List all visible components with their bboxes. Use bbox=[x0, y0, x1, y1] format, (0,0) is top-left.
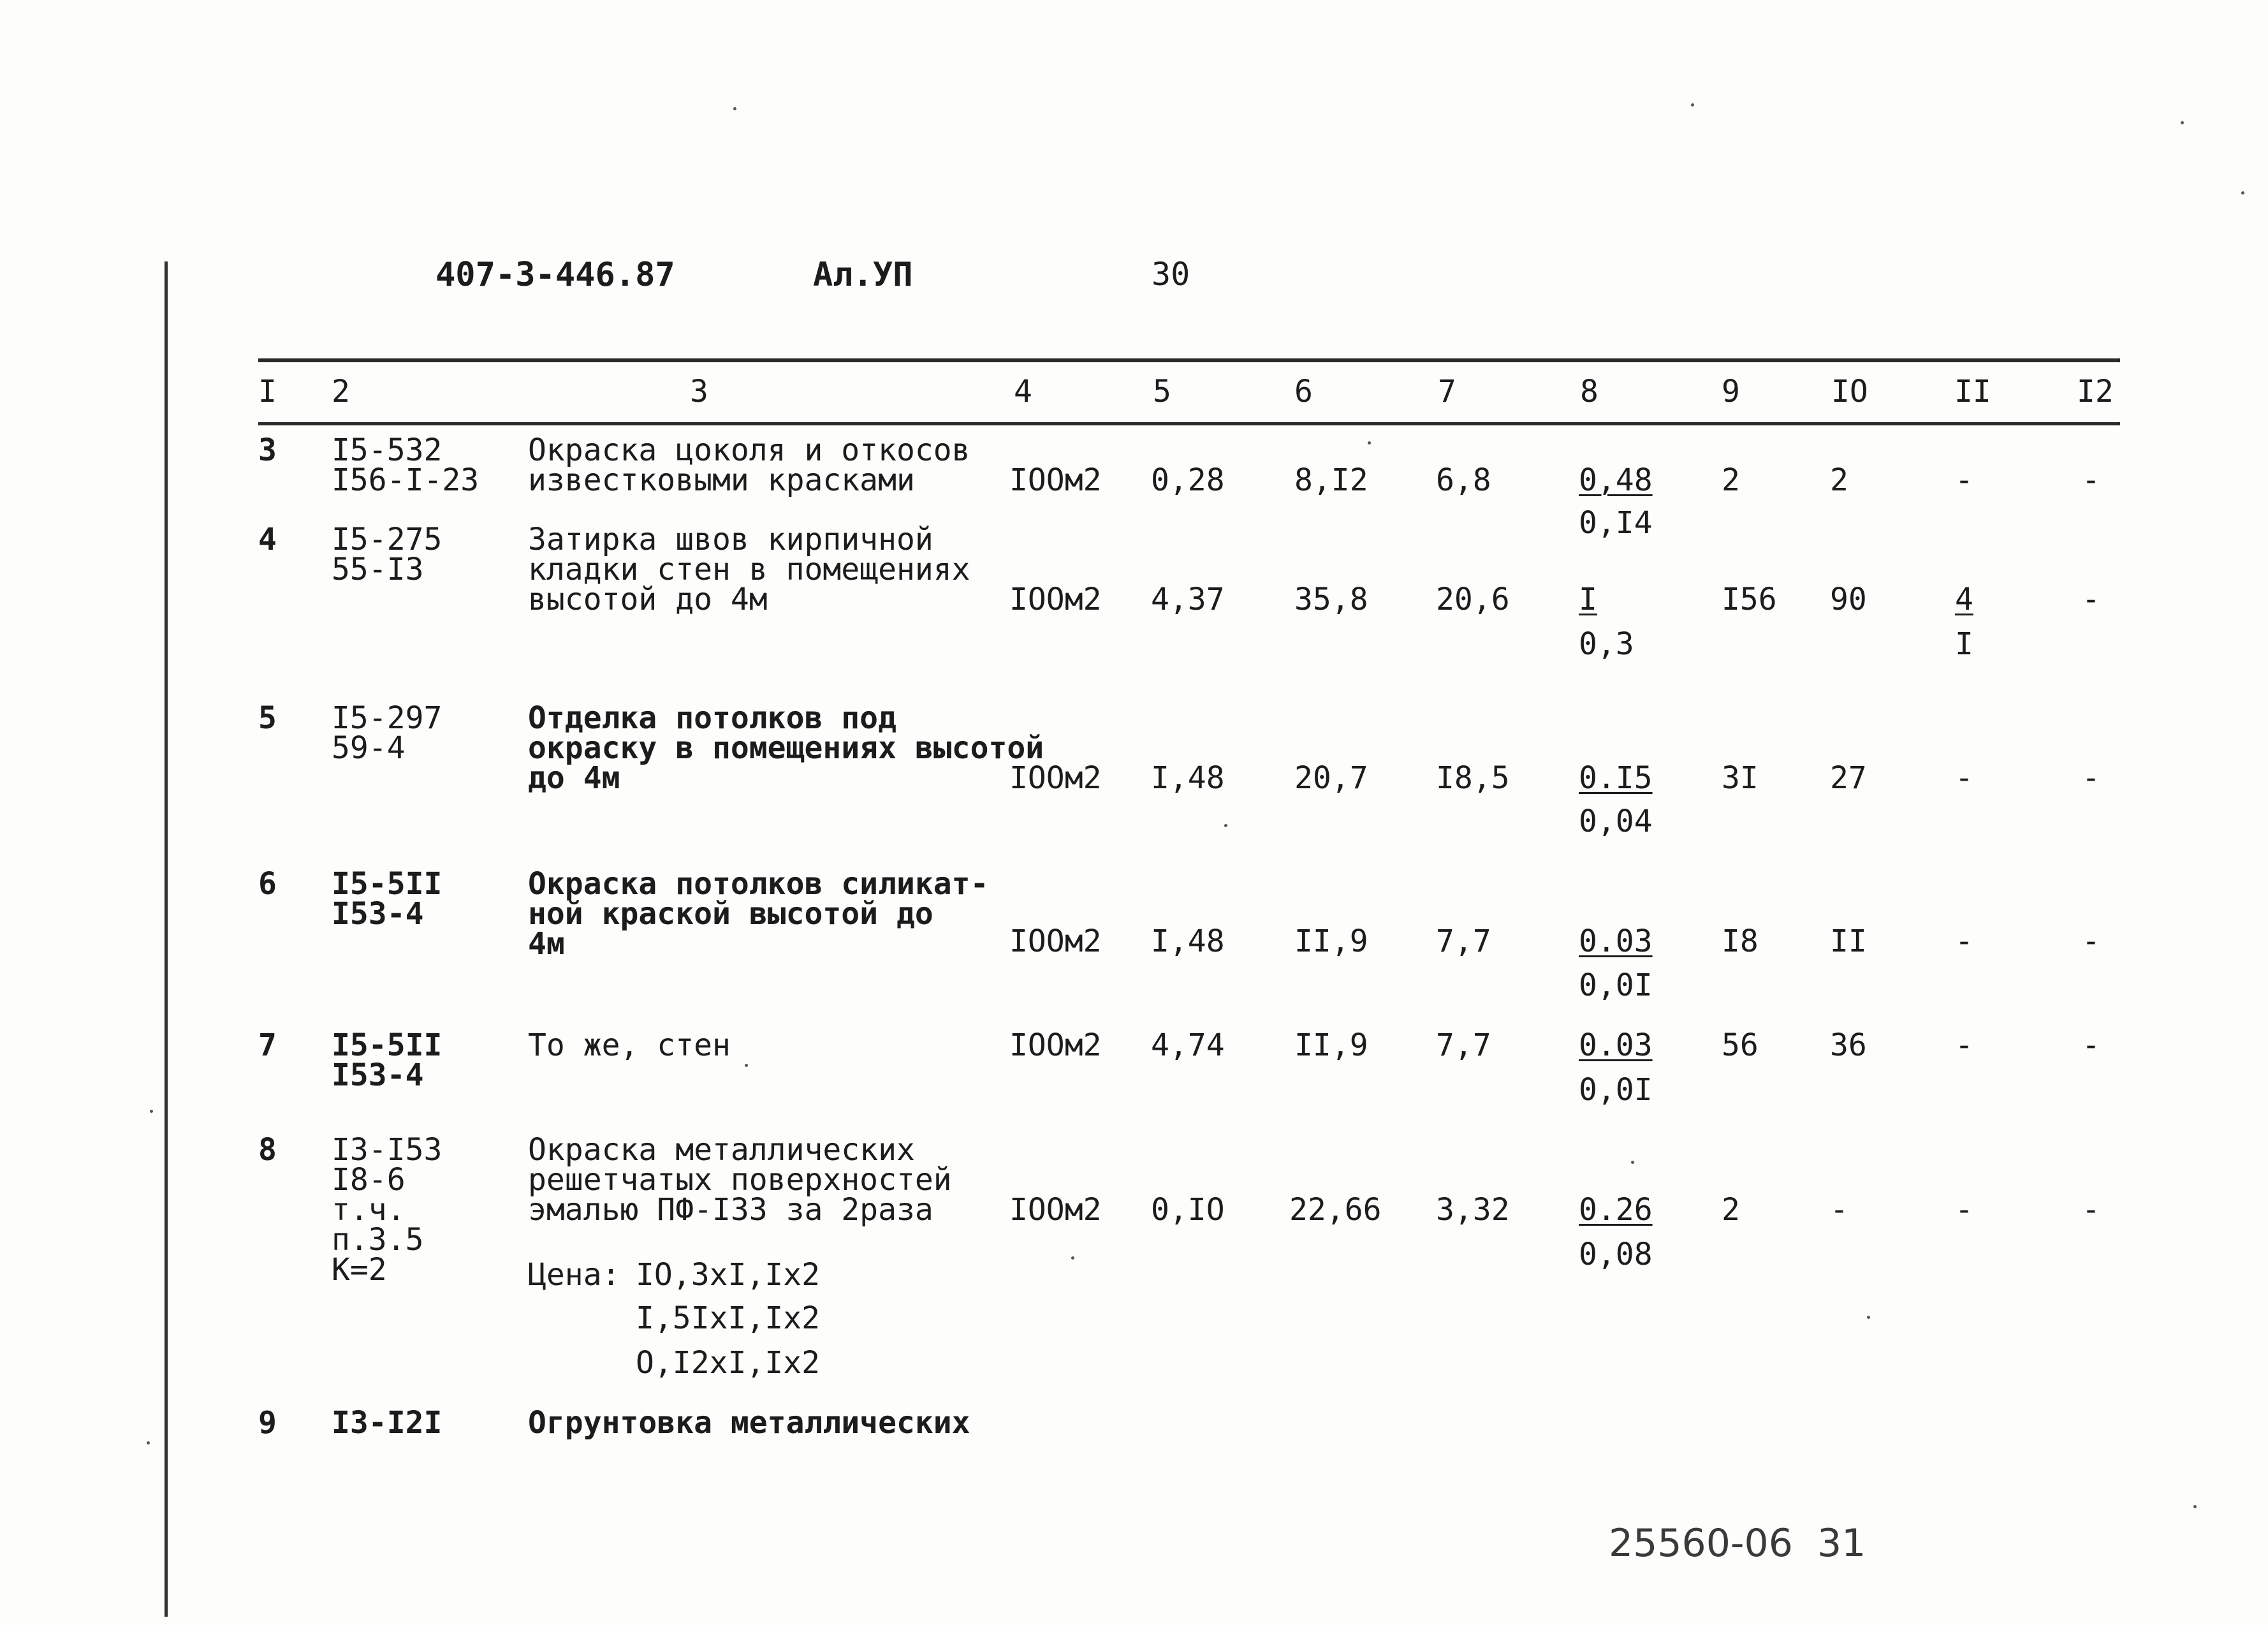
col-7-value: 20,6 bbox=[1436, 582, 1510, 617]
column-header: 3 bbox=[690, 374, 708, 409]
price-label: Цена: bbox=[528, 1257, 620, 1293]
col-8-bottom: 0,I4 bbox=[1579, 505, 1653, 541]
scan-speck bbox=[1867, 1316, 1870, 1319]
margin-line bbox=[165, 261, 168, 1617]
quantity: 0,28 bbox=[1151, 462, 1225, 498]
col-7-value: 3,32 bbox=[1436, 1192, 1510, 1228]
norm-codes: I3-I53 I8-6 т.ч. п.3.5 К=2 bbox=[332, 1132, 443, 1288]
col-10-value: 90 bbox=[1830, 582, 1867, 617]
row-number: 6 bbox=[258, 866, 277, 902]
scan-speck bbox=[147, 1441, 150, 1445]
column-header: I bbox=[258, 374, 277, 409]
quantity: 4,37 bbox=[1151, 582, 1225, 617]
row-number: 7 bbox=[258, 1027, 277, 1063]
price-line: O,I2xI,Ix2 bbox=[636, 1345, 820, 1381]
col-10-value: 27 bbox=[1830, 760, 1867, 796]
col-12-value: - bbox=[2082, 923, 2100, 959]
col-6-value: II,9 bbox=[1294, 1027, 1368, 1063]
row-number: 4 bbox=[258, 522, 277, 557]
col-12-value: - bbox=[2082, 760, 2100, 796]
column-header: I2 bbox=[2077, 374, 2114, 409]
col-10-value: 36 bbox=[1830, 1027, 1867, 1063]
col-8-bottom: 0,0I bbox=[1579, 1072, 1653, 1108]
column-header: 9 bbox=[1722, 374, 1740, 409]
col-11-top: 4 bbox=[1955, 582, 1973, 617]
col-9-value: 56 bbox=[1722, 1027, 1759, 1063]
scan-speck bbox=[2181, 121, 2184, 124]
col-11-bottom: I bbox=[1955, 626, 1973, 662]
quantity: 0,IO bbox=[1151, 1192, 1225, 1228]
quantity: I,48 bbox=[1151, 923, 1225, 959]
row-number: 3 bbox=[258, 432, 277, 468]
col-6-value: 22,66 bbox=[1289, 1192, 1382, 1228]
unit: IOOм2 bbox=[1009, 462, 1102, 498]
col-12-value: - bbox=[2082, 1027, 2100, 1063]
norm-codes: I5-5II I53-4 bbox=[332, 866, 443, 932]
scan-speck bbox=[1224, 824, 1227, 827]
column-header: IO bbox=[1831, 374, 1868, 409]
col-6-value: 20,7 bbox=[1294, 760, 1368, 796]
unit: IOOм2 bbox=[1009, 1027, 1102, 1063]
work-description: Окраска металлических решетчатых поверхностей эмалью ПФ-I33 за 2раза bbox=[528, 1132, 952, 1228]
col-11-top: - bbox=[1955, 923, 1973, 959]
scan-speck bbox=[1071, 1256, 1074, 1260]
col-10-value: - bbox=[1830, 1192, 1848, 1228]
col-6-value: II,9 bbox=[1294, 923, 1368, 959]
work-description: Окраска потолков силикат- ной краской высотой до 4м bbox=[528, 866, 989, 962]
norm-codes: I5-275 55-I3 bbox=[332, 522, 443, 587]
col-8-bottom: 0,3 bbox=[1579, 626, 1634, 662]
col-8-top: 0,48 bbox=[1579, 462, 1653, 498]
scan-speck bbox=[1368, 441, 1371, 445]
scan-speck bbox=[1631, 1161, 1634, 1164]
work-description: Огрунтовка металлических bbox=[528, 1405, 970, 1441]
column-header: 2 bbox=[332, 374, 350, 409]
col-8-bottom: 0,08 bbox=[1579, 1237, 1653, 1272]
col-8-top: I bbox=[1579, 582, 1597, 617]
unit: IOOм2 bbox=[1009, 923, 1102, 959]
handwritten-number: 25560-06 31 bbox=[1609, 1521, 1866, 1566]
col-9-value: I8 bbox=[1722, 923, 1759, 959]
col-12-value: - bbox=[2082, 1192, 2100, 1228]
col-9-value: 2 bbox=[1722, 462, 1740, 498]
scan-speck bbox=[745, 1064, 748, 1067]
col-11-top: - bbox=[1955, 1192, 1973, 1228]
col-9-value: 3I bbox=[1722, 760, 1759, 796]
quantity: I,48 bbox=[1151, 760, 1225, 796]
col-11-top: - bbox=[1955, 462, 1973, 498]
scan-speck bbox=[2241, 191, 2244, 195]
price-line: I,5IxI,Ix2 bbox=[636, 1300, 820, 1336]
quantity: 4,74 bbox=[1151, 1027, 1225, 1063]
col-7-value: 7,7 bbox=[1436, 1027, 1491, 1063]
work-description: Затирка швов кирпичной кладки стен в помещениях высотой до 4м bbox=[528, 522, 970, 617]
norm-codes: I5-297 59-4 bbox=[332, 700, 443, 766]
unit: IOOм2 bbox=[1009, 582, 1102, 617]
scan-speck bbox=[2193, 1505, 2197, 1508]
row-number: 8 bbox=[258, 1132, 277, 1168]
col-8-bottom: 0,04 bbox=[1579, 804, 1653, 839]
table-header-rule bbox=[258, 422, 2120, 425]
col-8-top: 0.03 bbox=[1579, 923, 1653, 959]
col-10-value: 2 bbox=[1830, 462, 1848, 498]
column-header: 7 bbox=[1438, 374, 1456, 409]
col-8-top: 0.I5 bbox=[1579, 760, 1653, 796]
work-description: Окраска цоколя и откосов известковыми красками bbox=[528, 432, 970, 498]
col-9-value: I56 bbox=[1722, 582, 1777, 617]
row-number: 9 bbox=[258, 1405, 277, 1441]
col-11-top: - bbox=[1955, 1027, 1973, 1063]
col-8-top: 0.26 bbox=[1579, 1192, 1653, 1228]
unit: IOOм2 bbox=[1009, 760, 1102, 796]
norm-codes: I5-5II I53-4 bbox=[332, 1027, 443, 1093]
price-line: IO,3xI,Ix2 bbox=[636, 1257, 820, 1293]
col-9-value: 2 bbox=[1722, 1192, 1740, 1228]
col-8-top: 0.03 bbox=[1579, 1027, 1653, 1063]
page-number: 30 bbox=[1152, 256, 1190, 293]
col-7-value: 6,8 bbox=[1436, 462, 1491, 498]
col-12-value: - bbox=[2082, 582, 2100, 617]
col-7-value: 7,7 bbox=[1436, 923, 1491, 959]
column-header: II bbox=[1954, 374, 1991, 409]
col-11-top: - bbox=[1955, 760, 1973, 796]
table-top-rule bbox=[258, 358, 2120, 362]
scan-speck bbox=[1691, 103, 1694, 107]
col-6-value: 8,I2 bbox=[1294, 462, 1368, 498]
col-12-value: - bbox=[2082, 462, 2100, 498]
column-header: 8 bbox=[1580, 374, 1599, 409]
col-7-value: I8,5 bbox=[1436, 760, 1510, 796]
col-6-value: 35,8 bbox=[1294, 582, 1368, 617]
scan-speck bbox=[733, 107, 736, 110]
work-description: То же, стен bbox=[528, 1027, 731, 1063]
unit: IOOм2 bbox=[1009, 1192, 1102, 1228]
row-number: 5 bbox=[258, 700, 277, 736]
column-header: 6 bbox=[1294, 374, 1313, 409]
work-description: Отделка потолков под окраску в помещениях высотой до 4м bbox=[528, 700, 1044, 796]
document-code: 407-3-446.87 bbox=[435, 256, 675, 294]
col-10-value: II bbox=[1830, 923, 1867, 959]
column-header: 4 bbox=[1014, 374, 1032, 409]
col-8-bottom: 0,0I bbox=[1579, 967, 1653, 1003]
column-header: 5 bbox=[1153, 374, 1171, 409]
norm-codes: I3-I2I bbox=[332, 1405, 443, 1441]
scan-speck bbox=[150, 1110, 153, 1113]
album-number: Ал.УП bbox=[813, 256, 913, 294]
norm-codes: I5-532 I56-I-23 bbox=[332, 432, 479, 498]
